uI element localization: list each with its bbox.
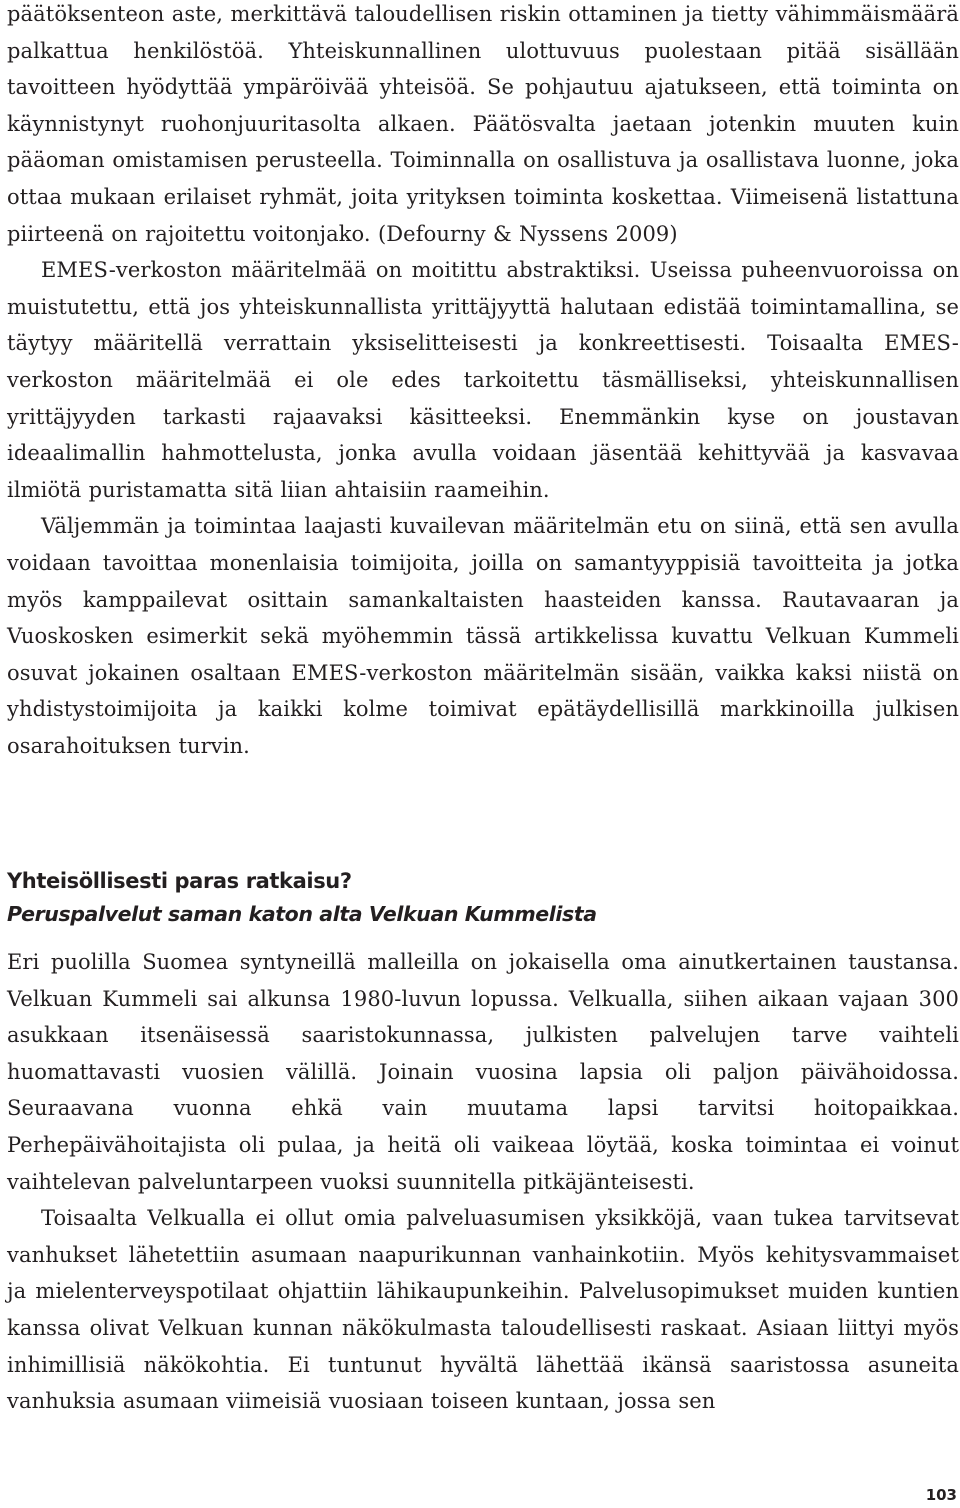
paragraph-emes-criticism: EMES-verkoston määritelmää on moitittu abstraktiksi. Useissa puheenvuoroissa on muistutettu, että jos yhteiskunnallista yrittäjyyttä halutaan edistää toimintamallina, se täytyy määritellä verrattain yksiselitteisesti ja konkreettisesti. Toisaalta EMES-verkoston määritelmää ei ole edes tarkoitettu täsmälliseksi, yhteiskunnallisen yrittäjyyden tarkasti rajaavaksi käsitteeksi. Enemmänkin kyse on joustavan ideaalimallin hahmottelusta, jonka avulla voidaan jäsentää kehittyvää ja kasvavaa ilmiötä puristamatta sitä liian ahtaisiin raameihin. xyxy=(7,258,959,502)
section-subheading: Peruspalvelut saman katon alta Velkuan Kummelista xyxy=(7,902,597,926)
body-text-bottom xyxy=(7,944,959,1420)
section-header xyxy=(7,866,959,932)
page-number: 103 xyxy=(925,1486,957,1504)
body-text-top xyxy=(7,0,959,764)
paragraph-emes-criteria: päätöksenteon aste, merkittävä taloudellisen riskin ottaminen ja tietty vähimmäismäärä palkattua henkilöstöä. Yhteiskunnallinen ulottuvuus puolestaan pitää sisällään tavoitteen hyödyttää ympäröivää yhteisöä. Se pohjautuu ajatukseen, että toiminta on käynnistynyt ruohonjuuritasolta alkaen. Päätösvalta jaetaan jotenkin muuten kuin pääoman omistamisen perusteella. Toiminnalla on osallistuva ja osallistava luonne, joka ottaa mukaan erilaiset ryhmät, joita yrityksen toiminta koskettaa. Viimeisenä listattuna piirteenä on rajoitettu voitonjako. (Defourny & Nyssens 2009) xyxy=(7,2,959,246)
section-heading: Yhteisöllisesti paras ratkaisu? xyxy=(7,869,352,893)
paragraph-broad-definition: Väljemmän ja toimintaa laajasti kuvailevan määritelmän etu on siinä, että sen avulla voidaan tavoittaa monenlaisia toimijoita, joilla on samantyyppisiä tavoitteita ja jotka myös kamppailevat osittain samankaltaisten haasteiden kanssa. Rautavaaran ja Vuoskosken esimerkit sekä myöhemmin tässä artikkelissa kuvattu Velkuan Kummeli osuvat jokainen osaltaan EMES-verkoston määritelmän sisään, vaikka kaksi niistä on yhdistystoimijoita ja kaikki kolme toimivat epätäydellisillä markkinoilla julkisen osarahoituksen turvin. xyxy=(7,514,959,758)
paragraph-velkuan-services: Toisaalta Velkualla ei ollut omia palveluasumisen yksikköjä, vaan tukea tarvitsevat vanhukset lähetettiin asumaan naapurikunnan vanhainkotiin. Myös kehitysvammaiset ja mielenterveyspotilaat ohjattiin lähikaupunkeihin. Palvelusopimukset muiden kuntien kanssa olivat Velkuan kunnan näkökulmasta taloudellisesti raskaat. Asiaan liittyi myös inhimillisiä näkökohtia. Ei tuntunut hyvältä lähettää ikänsä saaristossa asuneita vanhuksia asumaan viimeisiä vuosiaan toiseen kuntaan, jossa sen xyxy=(7,1206,959,1414)
paragraph-velkuan-background: Eri puolilla Suomea syntyneillä malleilla on jokaisella oma ainutkertainen taustansa. Velkuan Kummeli sai alkunsa 1980-luvun lopussa. Velkualla, siihen aikaan vajaan 300 asukkaan itsenäisessä saaristokunnassa, julkisten palvelujen tarve vaihteli huomattavasti vuosien välillä. Joinain vuosina lapsia oli paljon päivähoidossa. Seuraavana vuonna ehkä vain muutama lapsi tarvitsi hoitopaikkaa. Perhepäivähoitajista oli pulaa, ja heitä oli vaikeaa löytää, koska toimintaa ei voinut vaihtelevan palveluntarpeen vuoksi suunnitella pitkäjänteisesti. xyxy=(7,950,959,1194)
